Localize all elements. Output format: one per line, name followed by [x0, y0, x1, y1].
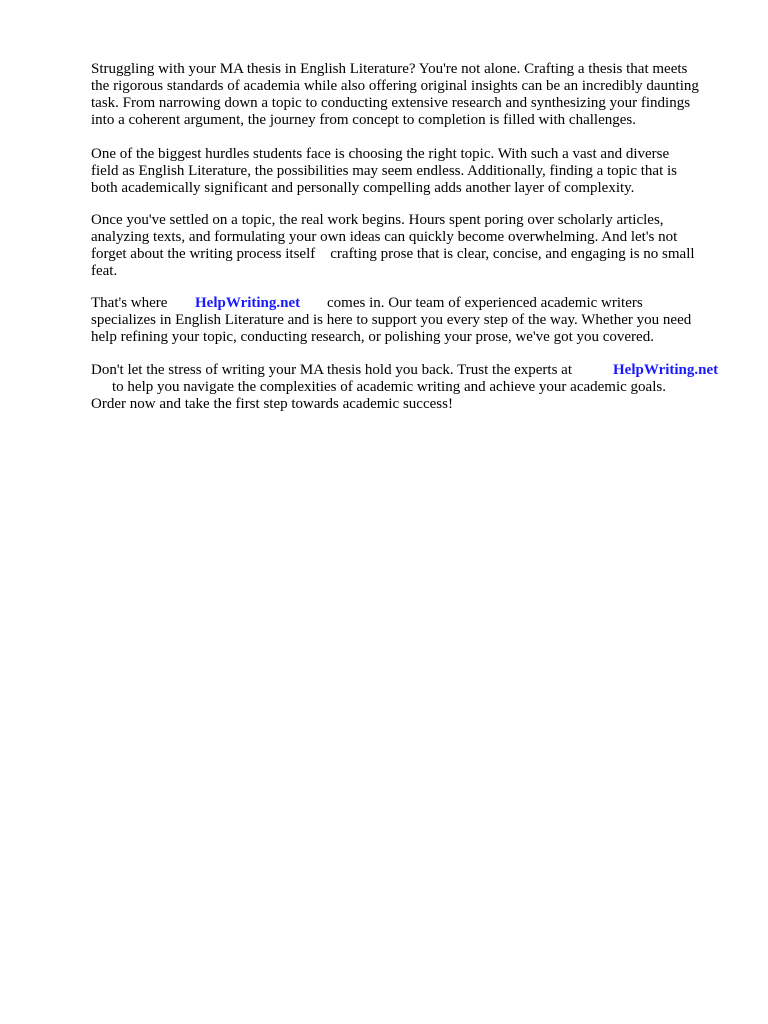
- paragraph-2-line-1: One of the biggest hurdles students face is choosing the right topic. With such a vast and diverse: [91, 146, 670, 162]
- paragraph-4-line-1-after: comes in. Our team of experienced academic writers: [327, 295, 643, 311]
- paragraph-3-line-4: feat.: [91, 263, 118, 279]
- helpwriting-link-1[interactable]: HelpWriting.net: [195, 295, 301, 311]
- paragraph-3-line-1: Once you've settled on a topic, the real work begins. Hours spent poring over scholarly articles,: [91, 212, 664, 228]
- paragraph-2-line-2: field as English Literature, the possibilities may seem endless. Additionally, finding a topic that is: [91, 163, 678, 179]
- paragraph-4-line-2: specializes in English Literature and is here to support you every step of the way. Whether you need: [91, 312, 692, 328]
- paragraph-1-line-2: the rigorous standards of academia while also offering original insights can be an incredibly daunting: [91, 78, 699, 94]
- paragraph-2-line-3: both academically significant and personally compelling adds another layer of complexity.: [91, 180, 635, 196]
- paragraph-3-line-3: forget about the writing process itself crafting prose that is clear, concise, and engaging is no small: [91, 246, 695, 262]
- paragraph-5-line-3: Order now and take the first step towards academic success!: [91, 396, 453, 412]
- paragraph-1-line-1: Struggling with your MA thesis in English Literature? You're not alone. Crafting a thesis that meets: [91, 61, 688, 77]
- paragraph-1-line-4: into a coherent argument, the journey from concept to completion is filled with challenges.: [91, 112, 636, 128]
- paragraph-4-line-1-before: That's where: [91, 295, 168, 311]
- paragraph-4-line-3: help refining your topic, conducting research, or polishing your prose, we've got you covered.: [91, 329, 654, 345]
- helpwriting-link-2[interactable]: HelpWriting.net: [613, 362, 719, 378]
- paragraph-3-line-2: analyzing texts, and formulating your own ideas can quickly become overwhelming. And let's not: [91, 229, 678, 245]
- paragraph-5-line-1-before: Don't let the stress of writing your MA thesis hold you back. Trust the experts at: [91, 362, 572, 378]
- paragraph-1-line-3: task. From narrowing down a topic to conducting extensive research and synthesizing your findings: [91, 95, 691, 111]
- paragraph-5-line-2: to help you navigate the complexities of academic writing and achieve your academic goals.: [112, 379, 666, 395]
